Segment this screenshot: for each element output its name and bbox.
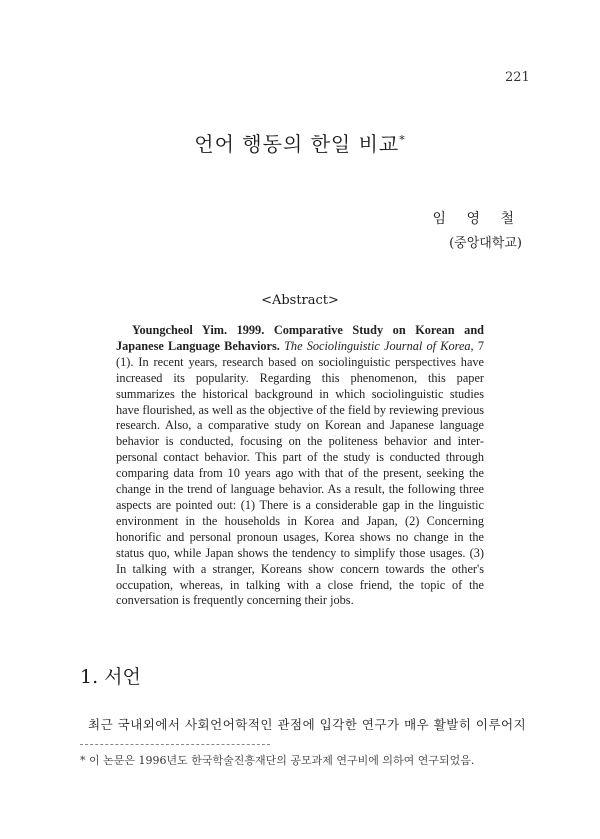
abstract-citation-volume: 7	[477, 338, 485, 353]
abstract-body	[116, 323, 484, 609]
author-affiliation: (중앙대학교)	[449, 236, 522, 251]
abstract-text: In recent years, research based on sociolinguistic perspectives have increased its popularity. Regarding this phenomenon, this paper summarizes the historical background in which sociolinguistic studies have flourished, as well as the objective of the field by reviewing previous research. Also, a comparative study on Korean and Japanese language behavior is conducted, focusing on the politeness behavior and inter-personal contact behavior. This part of the study is conducted through comparing data from 10 years ago with that of the present, seeking the change in the trend of language behavior. As a result, the following three aspects are pointed out: (1) There is a considerable gap in the linguistic environment in the households in Korea and Japan, (2) Concerning honorific and personal pronoun usages, Korea shows no change in the status quo, while Japan shows the tendency to simplify those usages. (3) In talking with a stranger, Koreans show concern towards the other's occupation, whereas, in talking with a close friend, the topic of the conversation is frequently concerning their jobs.	[116, 354, 485, 608]
paper-title-text: 언어 행동의 한일 비교	[194, 132, 400, 156]
title-footnote-mark: *	[399, 133, 406, 147]
body-text-line: 최근 국내외에서 사회언어학적인 관점에 입각한 연구가 매우 활발히 이루어지	[88, 717, 527, 732]
footnote: * 이 논문은 1996년도 한국학술진흥재단의 공모과제 연구비에 의하여 연구되었음.	[80, 754, 475, 767]
abstract-citation-title: Comparative Study on Korean and Japanese Language Behaviors.	[116, 323, 484, 353]
paper-title	[0, 128, 600, 157]
abstract-citation-journal: The Sociolinguistic Journal of Korea,	[284, 338, 474, 353]
section-heading: 1. 서언	[80, 666, 141, 688]
author-name: 임 영 철	[432, 211, 522, 227]
abstract-citation-author: Youngcheol Yim. 1999.	[132, 323, 265, 337]
page-number: 221	[505, 70, 530, 85]
abstract-citation-issue: (1).	[116, 354, 134, 369]
abstract-heading: <Abstract>	[261, 293, 339, 308]
footnote-divider	[80, 744, 270, 745]
